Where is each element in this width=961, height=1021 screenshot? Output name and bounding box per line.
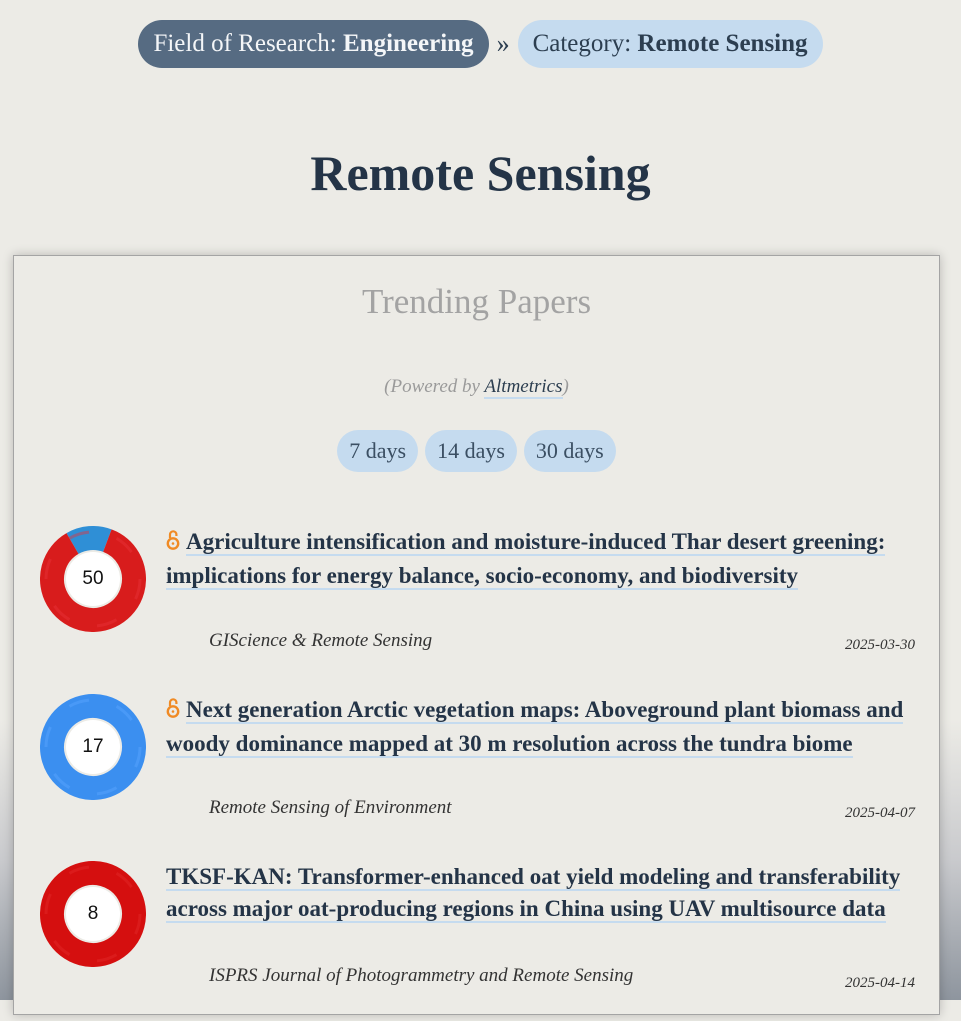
powered-close: )	[562, 376, 569, 397]
open-access-icon	[166, 528, 180, 560]
altmetric-donut[interactable]	[40, 526, 146, 632]
breadcrumb-separator: »	[496, 29, 510, 58]
field-prefix: Field of Research:	[153, 30, 343, 57]
category-value: Remote Sensing	[637, 30, 808, 57]
paper-title-link[interactable]: Next generation Arctic vegetation maps: Aboveground plant biomass and woody dominance mapped at 30 m resolution across the tundra biome	[166, 697, 904, 756]
breadcrumb-field-link[interactable]	[138, 20, 488, 68]
tab-30-days[interactable]: 30 days	[524, 430, 616, 472]
breadcrumb-category-link[interactable]	[518, 20, 823, 68]
powered-by	[14, 376, 939, 398]
panel-title: Trending Papers	[361, 282, 592, 321]
page-title: Remote Sensing	[310, 145, 651, 201]
open-access-icon	[166, 696, 180, 728]
altmetric-score: 50	[82, 568, 104, 589]
paper-title-link[interactable]: TKSF-KAN: Transformer-enhanced oat yield modeling and transferability across major oat-producing regions in China using UAV multisource data	[166, 864, 901, 921]
powered-open: (Powered by	[384, 376, 485, 397]
journal-name: GIScience & Remote Sensing	[209, 630, 433, 651]
paper-item	[14, 526, 939, 686]
tab-14-days[interactable]: 14 days	[425, 430, 517, 472]
paper-item	[14, 694, 939, 854]
trending-panel	[13, 255, 940, 1015]
paper-title-link[interactable]: Agriculture intensification and moisture-induced Thar desert greening: implications for energy balance, socio-economy, and biodiversity	[166, 529, 886, 588]
period-tabs	[14, 430, 939, 472]
altmetric-donut[interactable]	[40, 694, 146, 800]
field-value: Engineering	[342, 30, 474, 57]
altmetrics-link[interactable]: Altmetrics	[484, 376, 563, 397]
tab-7-days[interactable]: 7 days	[337, 430, 418, 472]
paper-title-wrap	[166, 694, 926, 759]
category-prefix: Category:	[532, 30, 638, 57]
altmetric-score: 8	[87, 903, 99, 924]
publication-date: 2025-04-07	[845, 805, 915, 821]
altmetric-donut[interactable]	[40, 861, 146, 967]
altmetric-score: 17	[82, 736, 104, 757]
publication-date: 2025-03-30	[845, 637, 915, 653]
publication-date: 2025-04-14	[845, 975, 915, 991]
paper-title-wrap	[166, 526, 926, 591]
paper-title-wrap	[166, 861, 926, 924]
journal-name: ISPRS Journal of Photogrammetry and Remote Sensing	[209, 965, 634, 986]
journal-name: Remote Sensing of Environment	[209, 797, 452, 818]
paper-item	[14, 861, 939, 1021]
breadcrumb	[0, 20, 961, 68]
